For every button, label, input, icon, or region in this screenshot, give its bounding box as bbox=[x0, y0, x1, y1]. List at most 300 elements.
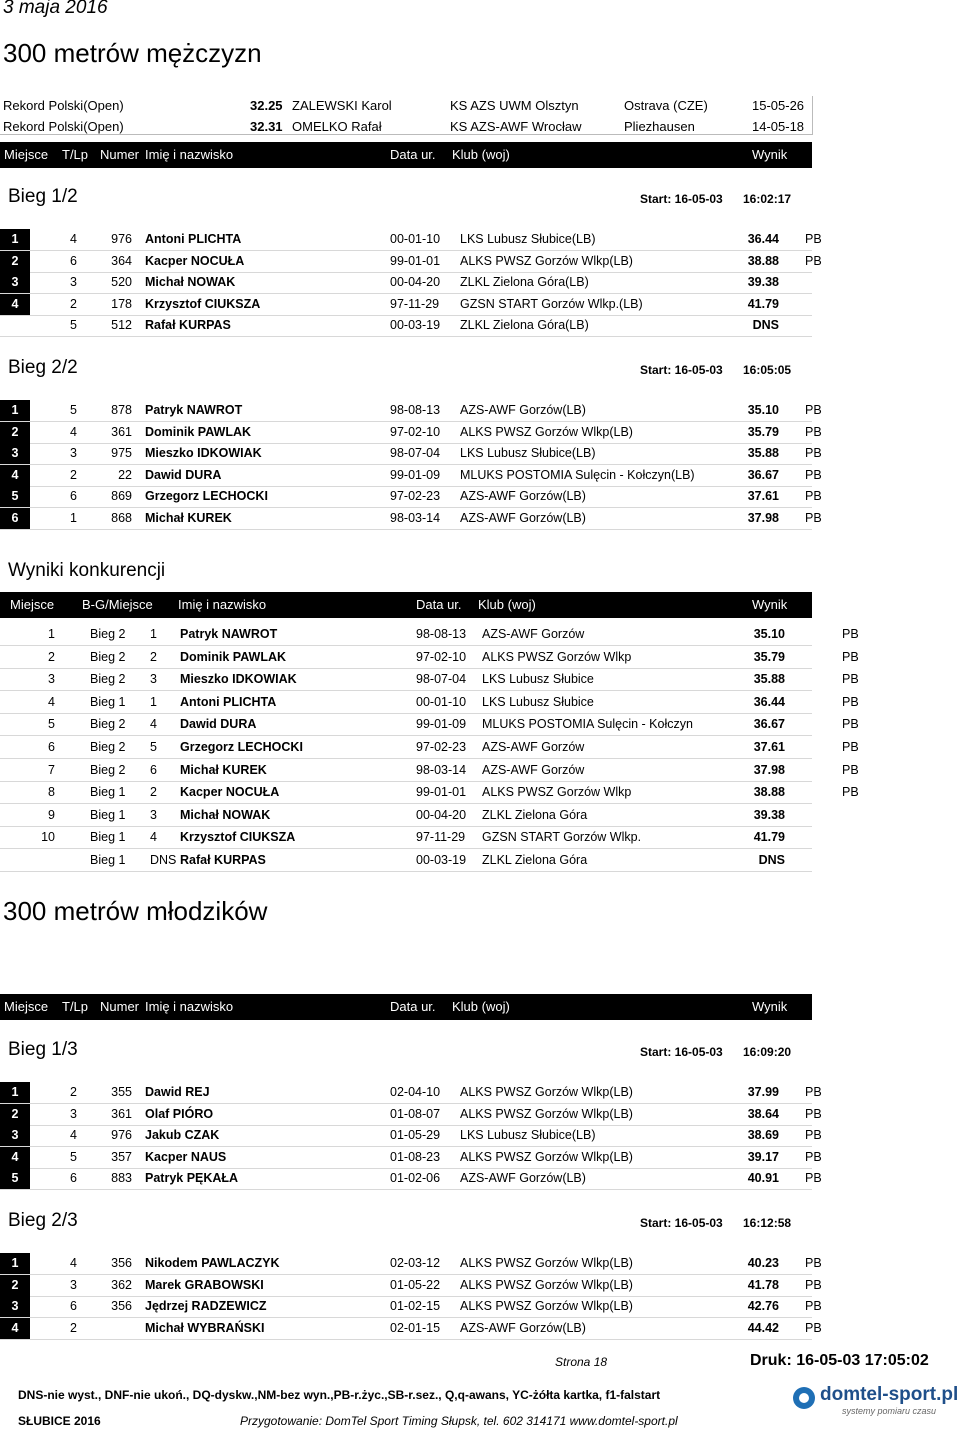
row-number: 883 bbox=[111, 1171, 132, 1186]
row-birth: 99-01-09 bbox=[390, 467, 441, 482]
heat-start: Start: 16-05-03 bbox=[640, 1216, 723, 1230]
record-time: 32.31 bbox=[250, 119, 283, 134]
row-place: 1 bbox=[0, 229, 30, 250]
record-name: ZALEWSKI Karol bbox=[292, 98, 392, 113]
logo-subtext: systemy pomiaru czasu bbox=[842, 1406, 937, 1416]
results-heat-place: 2 bbox=[150, 785, 157, 800]
row-club: ZLKL Zielona Góra(LB) bbox=[460, 318, 589, 333]
results-heat: Bieg 1 bbox=[90, 853, 126, 867]
results-place: 6 bbox=[48, 740, 55, 754]
section-title-youth: 300 metrów młodzików bbox=[3, 896, 268, 926]
result-row bbox=[0, 443, 822, 465]
results-place: 1 bbox=[48, 627, 55, 641]
results-row bbox=[0, 759, 859, 782]
row-club: AZS-AWF Gorzów(LB) bbox=[460, 403, 586, 417]
results-club: AZS-AWF Gorzów bbox=[482, 740, 585, 754]
row-place: 3 bbox=[0, 1296, 30, 1317]
results-name: Kacper NOCUŁA bbox=[180, 785, 280, 800]
row-track: 3 bbox=[70, 1277, 77, 1292]
results-pb: PB bbox=[842, 717, 859, 732]
row-track: 6 bbox=[70, 1171, 77, 1186]
results-name: Rafał KURPAS bbox=[180, 853, 266, 867]
row-place: 3 bbox=[0, 272, 30, 293]
row-pb: PB bbox=[805, 511, 822, 525]
row-name: Marek GRABOWSKI bbox=[145, 1277, 264, 1292]
row-name: Mieszko IDKOWIAK bbox=[145, 446, 262, 461]
results-place: 4 bbox=[48, 694, 55, 709]
results-result: DNS bbox=[758, 853, 785, 867]
header-klub: Klub (woj) bbox=[452, 999, 510, 1014]
results-birth: 98-08-13 bbox=[416, 627, 467, 641]
header-imie: Imię i nazwisko bbox=[145, 999, 234, 1014]
results-result: 36.67 bbox=[753, 717, 785, 732]
result-row bbox=[0, 1104, 822, 1126]
results-result: 36.44 bbox=[753, 694, 785, 709]
row-track: 4 bbox=[70, 424, 77, 439]
row-club: AZS-AWF Gorzów(LB) bbox=[460, 1171, 586, 1186]
row-track: 4 bbox=[70, 1128, 77, 1143]
legend: DNS-nie wyst., DNF-nie ukoń., DQ-dyskw.,NM-bez wyn.,PB-r.życ.,SB-r.sez., Q,q-awans, YC-żółta kartka, f1-falstart bbox=[18, 1388, 661, 1402]
row-pb: PB bbox=[805, 446, 822, 461]
results-row bbox=[0, 623, 859, 646]
header2-miejsce: Miejsce bbox=[10, 597, 55, 612]
row-pb: PB bbox=[805, 1320, 822, 1335]
row-name: Kacper NAUS bbox=[145, 1149, 227, 1164]
row-number: 361 bbox=[111, 1106, 132, 1121]
row-club: ALKS PWSZ Gorzów Wlkp(LB) bbox=[460, 1149, 633, 1164]
row-club: ALKS PWSZ Gorzów Wlkp(LB) bbox=[460, 1299, 633, 1314]
row-track: 2 bbox=[70, 1085, 77, 1099]
row-result: 38.88 bbox=[747, 253, 779, 268]
results-birth: 97-02-10 bbox=[416, 649, 467, 664]
row-result: 36.67 bbox=[747, 467, 779, 482]
result-row bbox=[0, 1253, 822, 1275]
row-birth: 01-02-06 bbox=[390, 1171, 441, 1186]
results-birth: 98-07-04 bbox=[416, 672, 467, 687]
record-name: OMELKO Rafał bbox=[292, 119, 382, 134]
row-birth: 00-03-19 bbox=[390, 318, 441, 333]
record-date: 14-05-18 bbox=[752, 119, 805, 134]
results-name: Dawid DURA bbox=[180, 717, 257, 732]
header-miejsce: Miejsce bbox=[4, 999, 49, 1014]
row-number: 975 bbox=[111, 446, 132, 461]
row-place: 4 bbox=[0, 294, 30, 315]
row-place: 2 bbox=[0, 422, 30, 443]
row-club: AZS-AWF Gorzów(LB) bbox=[460, 1320, 586, 1335]
row-pb: PB bbox=[805, 1128, 822, 1143]
results-row bbox=[0, 736, 859, 759]
row-track: 3 bbox=[70, 275, 77, 290]
row-birth: 97-11-29 bbox=[390, 296, 440, 311]
results-club: GZSN START Gorzów Wlkp. bbox=[482, 830, 642, 845]
results-birth: 97-11-29 bbox=[416, 830, 466, 845]
row-club: ALKS PWSZ Gorzów Wlkp(LB) bbox=[460, 253, 633, 268]
results-birth: 00-01-10 bbox=[416, 694, 467, 709]
results-name: Michał NOWAK bbox=[180, 807, 271, 822]
row-pb: PB bbox=[805, 424, 822, 439]
results-birth: 97-02-23 bbox=[416, 740, 467, 754]
row-result: 37.98 bbox=[747, 511, 779, 525]
row-number: 976 bbox=[111, 232, 132, 246]
row-result: 37.99 bbox=[747, 1085, 779, 1099]
results-heat-place: 4 bbox=[150, 717, 157, 732]
row-club: AZS-AWF Gorzów(LB) bbox=[460, 511, 586, 525]
results-place: 3 bbox=[48, 672, 55, 687]
row-track: 6 bbox=[70, 1299, 77, 1314]
header-data: Data ur. bbox=[390, 147, 436, 162]
results-club: LKS Lubusz Słubice bbox=[482, 672, 594, 687]
row-name: Kacper NOCUŁA bbox=[145, 253, 245, 268]
results-pb: PB bbox=[842, 762, 859, 777]
row-result: 39.17 bbox=[747, 1149, 779, 1164]
header-numer: Numer bbox=[100, 147, 140, 162]
result-row bbox=[0, 1147, 822, 1169]
row-track: 2 bbox=[70, 467, 77, 482]
heat-start: Start: 16-05-03 bbox=[640, 363, 723, 377]
row-name: Patryk PĘKAŁA bbox=[145, 1171, 239, 1186]
header-klub: Klub (woj) bbox=[452, 147, 510, 162]
row-result: 39.38 bbox=[747, 275, 779, 290]
row-place: 2 bbox=[0, 1275, 30, 1296]
results-heat-place: 6 bbox=[150, 762, 157, 777]
row-name: Michał KUREK bbox=[145, 511, 232, 525]
result-row bbox=[0, 508, 822, 530]
record-label: Rekord Polski(Open) bbox=[3, 119, 124, 134]
heat-title: Bieg 1/2 bbox=[8, 186, 78, 207]
row-club: ALKS PWSZ Gorzów Wlkp(LB) bbox=[460, 1256, 633, 1270]
results-row bbox=[0, 646, 859, 669]
section-title-men: 300 metrów mężczyzn bbox=[3, 38, 262, 68]
row-club: ALKS PWSZ Gorzów Wlkp(LB) bbox=[460, 1277, 633, 1292]
results-heat: Bieg 1 bbox=[90, 807, 126, 822]
row-birth: 01-05-29 bbox=[390, 1128, 441, 1143]
row-result: 35.88 bbox=[747, 446, 779, 461]
row-pb: PB bbox=[805, 253, 822, 268]
results-club: AZS-AWF Gorzów bbox=[482, 762, 585, 777]
row-birth: 01-08-23 bbox=[390, 1149, 441, 1164]
header-data: Data ur. bbox=[390, 999, 436, 1014]
row-number: 355 bbox=[111, 1085, 132, 1099]
results-club: ZLKL Zielona Góra bbox=[482, 807, 588, 822]
row-track: 5 bbox=[70, 1149, 77, 1164]
results-row bbox=[0, 781, 859, 804]
results-birth: 00-04-20 bbox=[416, 807, 467, 822]
row-track: 3 bbox=[70, 446, 77, 461]
result-row bbox=[0, 400, 822, 422]
row-birth: 99-01-01 bbox=[390, 253, 441, 268]
row-number: 178 bbox=[111, 296, 132, 311]
result-row bbox=[0, 1125, 822, 1147]
venue: SŁUBICE 2016 bbox=[18, 1414, 101, 1428]
results-heat-place: 5 bbox=[150, 740, 157, 754]
row-track: 3 bbox=[70, 1106, 77, 1121]
results-heat-place: 1 bbox=[150, 627, 157, 641]
row-result: 36.44 bbox=[747, 232, 779, 246]
row-club: LKS Lubusz Słubice(LB) bbox=[460, 1128, 596, 1143]
row-birth: 00-01-10 bbox=[390, 232, 441, 246]
row-place: 2 bbox=[0, 251, 30, 272]
row-place: 6 bbox=[0, 508, 30, 529]
results-result: 39.38 bbox=[753, 807, 785, 822]
header2-klub: Klub (woj) bbox=[478, 597, 536, 612]
row-place: 3 bbox=[0, 1125, 30, 1146]
row-result: 38.69 bbox=[747, 1128, 779, 1143]
results-birth: 98-03-14 bbox=[416, 762, 467, 777]
results-place: 2 bbox=[48, 649, 55, 664]
row-pb: PB bbox=[805, 1085, 822, 1099]
heat-time: 16:02:17 bbox=[743, 192, 792, 206]
results-heat: Bieg 2 bbox=[90, 762, 126, 777]
row-number: 869 bbox=[111, 489, 132, 504]
results-heat-place: DNS bbox=[150, 853, 177, 867]
row-track: 2 bbox=[70, 1320, 77, 1335]
results-heat-place: 2 bbox=[150, 649, 157, 664]
row-track: 2 bbox=[70, 296, 77, 311]
record-place: Ostrava (CZE) bbox=[624, 98, 708, 113]
row-club: ALKS PWSZ Gorzów Wlkp(LB) bbox=[460, 1106, 633, 1121]
print-time: Druk: 16-05-03 17:05:02 bbox=[750, 1352, 929, 1369]
row-name: Dawid DURA bbox=[145, 467, 222, 482]
result-row bbox=[0, 486, 822, 508]
row-number: 878 bbox=[111, 403, 132, 417]
row-birth: 01-08-07 bbox=[390, 1106, 441, 1121]
results-pb: PB bbox=[842, 740, 859, 754]
results-pb: PB bbox=[842, 694, 859, 709]
header-imie: Imię i nazwisko bbox=[145, 147, 234, 162]
row-pb: PB bbox=[805, 1149, 822, 1164]
result-row bbox=[0, 422, 822, 444]
results-heat: Bieg 2 bbox=[90, 717, 126, 732]
row-birth: 02-03-12 bbox=[390, 1256, 441, 1270]
row-club: LKS Lubusz Słubice(LB) bbox=[460, 446, 596, 461]
row-track: 4 bbox=[70, 1256, 77, 1270]
row-name: Grzegorz LECHOCKI bbox=[145, 489, 268, 504]
row-number: 364 bbox=[111, 253, 132, 268]
table-header bbox=[0, 142, 812, 168]
row-name: Dominik PAWLAK bbox=[145, 424, 252, 439]
header-numer: Numer bbox=[100, 999, 140, 1014]
results-pb: PB bbox=[842, 627, 859, 641]
results-place: 5 bbox=[48, 717, 55, 732]
results-name: Grzegorz LECHOCKI bbox=[180, 740, 303, 754]
results-row bbox=[0, 849, 812, 872]
row-name: Jędrzej RADZEWICZ bbox=[145, 1299, 267, 1314]
record-place: Pliezhausen bbox=[624, 119, 695, 134]
results-place: 9 bbox=[48, 807, 55, 822]
results-result: 37.98 bbox=[753, 762, 785, 777]
row-result: 41.78 bbox=[747, 1277, 779, 1292]
results-birth: 99-01-01 bbox=[416, 785, 467, 800]
row-track: 5 bbox=[70, 318, 77, 333]
row-track: 1 bbox=[70, 511, 77, 525]
row-track: 4 bbox=[70, 232, 77, 246]
header-tlp: T/Lp bbox=[62, 999, 89, 1014]
row-club: ALKS PWSZ Gorzów Wlkp(LB) bbox=[460, 1085, 633, 1099]
heat-start: Start: 16-05-03 bbox=[640, 192, 723, 206]
result-row bbox=[0, 229, 822, 251]
row-name: Jakub CZAK bbox=[145, 1128, 220, 1143]
results-row bbox=[0, 826, 812, 849]
row-result: 41.79 bbox=[747, 296, 779, 311]
results-pb: PB bbox=[842, 785, 859, 800]
row-name: Michał WYBRAŃSKI bbox=[145, 1320, 265, 1335]
results-name: Antoni PLICHTA bbox=[180, 694, 277, 709]
row-birth: 98-08-13 bbox=[390, 403, 441, 417]
results-club: ALKS PWSZ Gorzów Wlkp bbox=[482, 785, 632, 800]
results-row bbox=[0, 668, 859, 691]
row-name: Olaf PIÓRO bbox=[145, 1106, 214, 1121]
results-row bbox=[0, 804, 812, 827]
results-place: 8 bbox=[48, 785, 55, 800]
row-club: ZLKL Zielona Góra(LB) bbox=[460, 275, 589, 290]
record-club: KS AZS UWM Olsztyn bbox=[450, 98, 579, 113]
results-result: 38.88 bbox=[753, 785, 785, 800]
results-result: 35.10 bbox=[753, 627, 785, 641]
results-name: Dominik PAWLAK bbox=[180, 649, 287, 664]
header-wynik: Wynik bbox=[752, 999, 788, 1014]
results-heat: Bieg 2 bbox=[90, 649, 126, 664]
row-place: 4 bbox=[0, 465, 30, 486]
result-row bbox=[0, 251, 822, 273]
row-result: 35.79 bbox=[747, 424, 779, 439]
header-tlp: T/Lp bbox=[62, 147, 89, 162]
results-result: 37.61 bbox=[753, 740, 785, 754]
heat-time: 16:12:58 bbox=[743, 1216, 792, 1230]
row-club: AZS-AWF Gorzów(LB) bbox=[460, 489, 586, 504]
results-club: ZLKL Zielona Góra bbox=[482, 853, 588, 867]
row-place: 2 bbox=[0, 1104, 30, 1125]
row-number: 520 bbox=[111, 275, 132, 290]
row-birth: 97-02-10 bbox=[390, 424, 441, 439]
results-heat: Bieg 1 bbox=[90, 694, 126, 709]
row-place: 1 bbox=[0, 400, 30, 421]
row-birth: 01-02-15 bbox=[390, 1299, 441, 1314]
row-club: MLUKS POSTOMIA Sulęcin - Kołczyn(LB) bbox=[460, 467, 695, 482]
heat-title: Bieg 2/3 bbox=[8, 1210, 78, 1231]
results-heat: Bieg 1 bbox=[90, 785, 126, 800]
row-track: 5 bbox=[70, 403, 77, 417]
table-header bbox=[0, 994, 812, 1020]
result-row bbox=[0, 1318, 822, 1340]
row-result: DNS bbox=[752, 318, 779, 333]
results-club: LKS Lubusz Słubice bbox=[482, 694, 594, 709]
row-pb: PB bbox=[805, 403, 822, 417]
result-row bbox=[0, 272, 812, 294]
row-pb: PB bbox=[805, 489, 822, 504]
row-place: 1 bbox=[0, 1082, 30, 1103]
row-pb: PB bbox=[805, 1171, 822, 1186]
results-heat-place: 3 bbox=[150, 672, 157, 687]
row-pb: PB bbox=[805, 232, 822, 246]
row-birth: 02-04-10 bbox=[390, 1085, 441, 1099]
heat-time: 16:05:05 bbox=[743, 363, 792, 377]
results-pb: PB bbox=[842, 649, 859, 664]
header-miejsce: Miejsce bbox=[4, 147, 49, 162]
result-row bbox=[0, 294, 812, 316]
results-birth: 00-03-19 bbox=[416, 853, 467, 867]
event-date: 3 maja 2016 bbox=[3, 0, 108, 18]
results-heat: Bieg 2 bbox=[90, 627, 126, 641]
results-place: 7 bbox=[48, 762, 55, 777]
row-birth: 98-03-14 bbox=[390, 511, 441, 525]
result-row bbox=[0, 1168, 822, 1190]
row-name: Patryk NAWROT bbox=[145, 403, 243, 417]
row-place: 5 bbox=[0, 1168, 30, 1189]
page-number: Strona 18 bbox=[555, 1355, 608, 1369]
results-name: Mieszko IDKOWIAK bbox=[180, 672, 297, 687]
results-pb: PB bbox=[842, 672, 859, 687]
result-row bbox=[0, 1296, 822, 1318]
results-birth: 99-01-09 bbox=[416, 717, 467, 732]
record-label: Rekord Polski(Open) bbox=[3, 98, 124, 113]
row-place: 4 bbox=[0, 1147, 30, 1168]
row-name: Dawid REJ bbox=[145, 1085, 210, 1099]
header2-imie: Imię i nazwisko bbox=[178, 597, 267, 612]
results-name: Krzysztof CIUKSZA bbox=[180, 830, 296, 845]
result-row bbox=[0, 315, 812, 337]
row-place: 3 bbox=[0, 443, 30, 464]
row-place: 5 bbox=[0, 486, 30, 507]
row-result: 40.23 bbox=[747, 1256, 779, 1270]
results-result: 41.79 bbox=[753, 830, 785, 845]
row-birth: 02-01-15 bbox=[390, 1320, 441, 1335]
results-heat-place: 1 bbox=[150, 694, 157, 709]
row-number: 512 bbox=[111, 318, 132, 333]
row-track: 6 bbox=[70, 489, 77, 504]
row-result: 35.10 bbox=[747, 403, 779, 417]
heat-start: Start: 16-05-03 bbox=[640, 1045, 723, 1059]
heat-time: 16:09:20 bbox=[743, 1045, 792, 1059]
results-name: Michał KUREK bbox=[180, 762, 267, 777]
row-number: 22 bbox=[118, 467, 132, 482]
results-heat-place: 3 bbox=[150, 807, 157, 822]
row-number: 356 bbox=[111, 1256, 132, 1270]
logo-text: domtel-sport.pl bbox=[820, 1384, 959, 1405]
row-place: 1 bbox=[0, 1253, 30, 1274]
row-pb: PB bbox=[805, 1256, 822, 1270]
row-pb: PB bbox=[805, 1299, 822, 1314]
header2-wynik: Wynik bbox=[752, 597, 788, 612]
header2-bg: B-G/Miejsce bbox=[82, 597, 153, 612]
results-heat-place: 4 bbox=[150, 830, 157, 845]
row-result: 38.64 bbox=[747, 1106, 779, 1121]
row-result: 42.76 bbox=[747, 1299, 779, 1314]
row-place: 4 bbox=[0, 1318, 30, 1339]
row-result: 37.61 bbox=[747, 489, 779, 504]
row-pb: PB bbox=[805, 467, 822, 482]
results-title: Wyniki konkurencji bbox=[8, 560, 166, 581]
results-club: AZS-AWF Gorzów bbox=[482, 627, 585, 641]
row-track: 6 bbox=[70, 253, 77, 268]
row-club: LKS Lubusz Słubice(LB) bbox=[460, 232, 596, 246]
results-name: Patryk NAWROT bbox=[180, 627, 278, 641]
results-row bbox=[0, 691, 859, 714]
records-border bbox=[0, 96, 813, 135]
row-result: 44.42 bbox=[747, 1320, 779, 1335]
result-row bbox=[0, 1082, 822, 1104]
header-wynik: Wynik bbox=[752, 147, 788, 162]
heat-title: Bieg 1/3 bbox=[8, 1039, 78, 1060]
results-heat: Bieg 2 bbox=[90, 672, 126, 687]
heat-title: Bieg 2/2 bbox=[8, 357, 78, 378]
row-number: 361 bbox=[111, 424, 132, 439]
row-number: 362 bbox=[111, 1277, 132, 1292]
domtel-logo bbox=[790, 1380, 960, 1420]
record-time: 32.25 bbox=[250, 98, 283, 113]
row-number: 357 bbox=[111, 1149, 132, 1164]
row-club: GZSN START Gorzów Wlkp.(LB) bbox=[460, 296, 643, 311]
results-result: 35.79 bbox=[753, 649, 785, 664]
